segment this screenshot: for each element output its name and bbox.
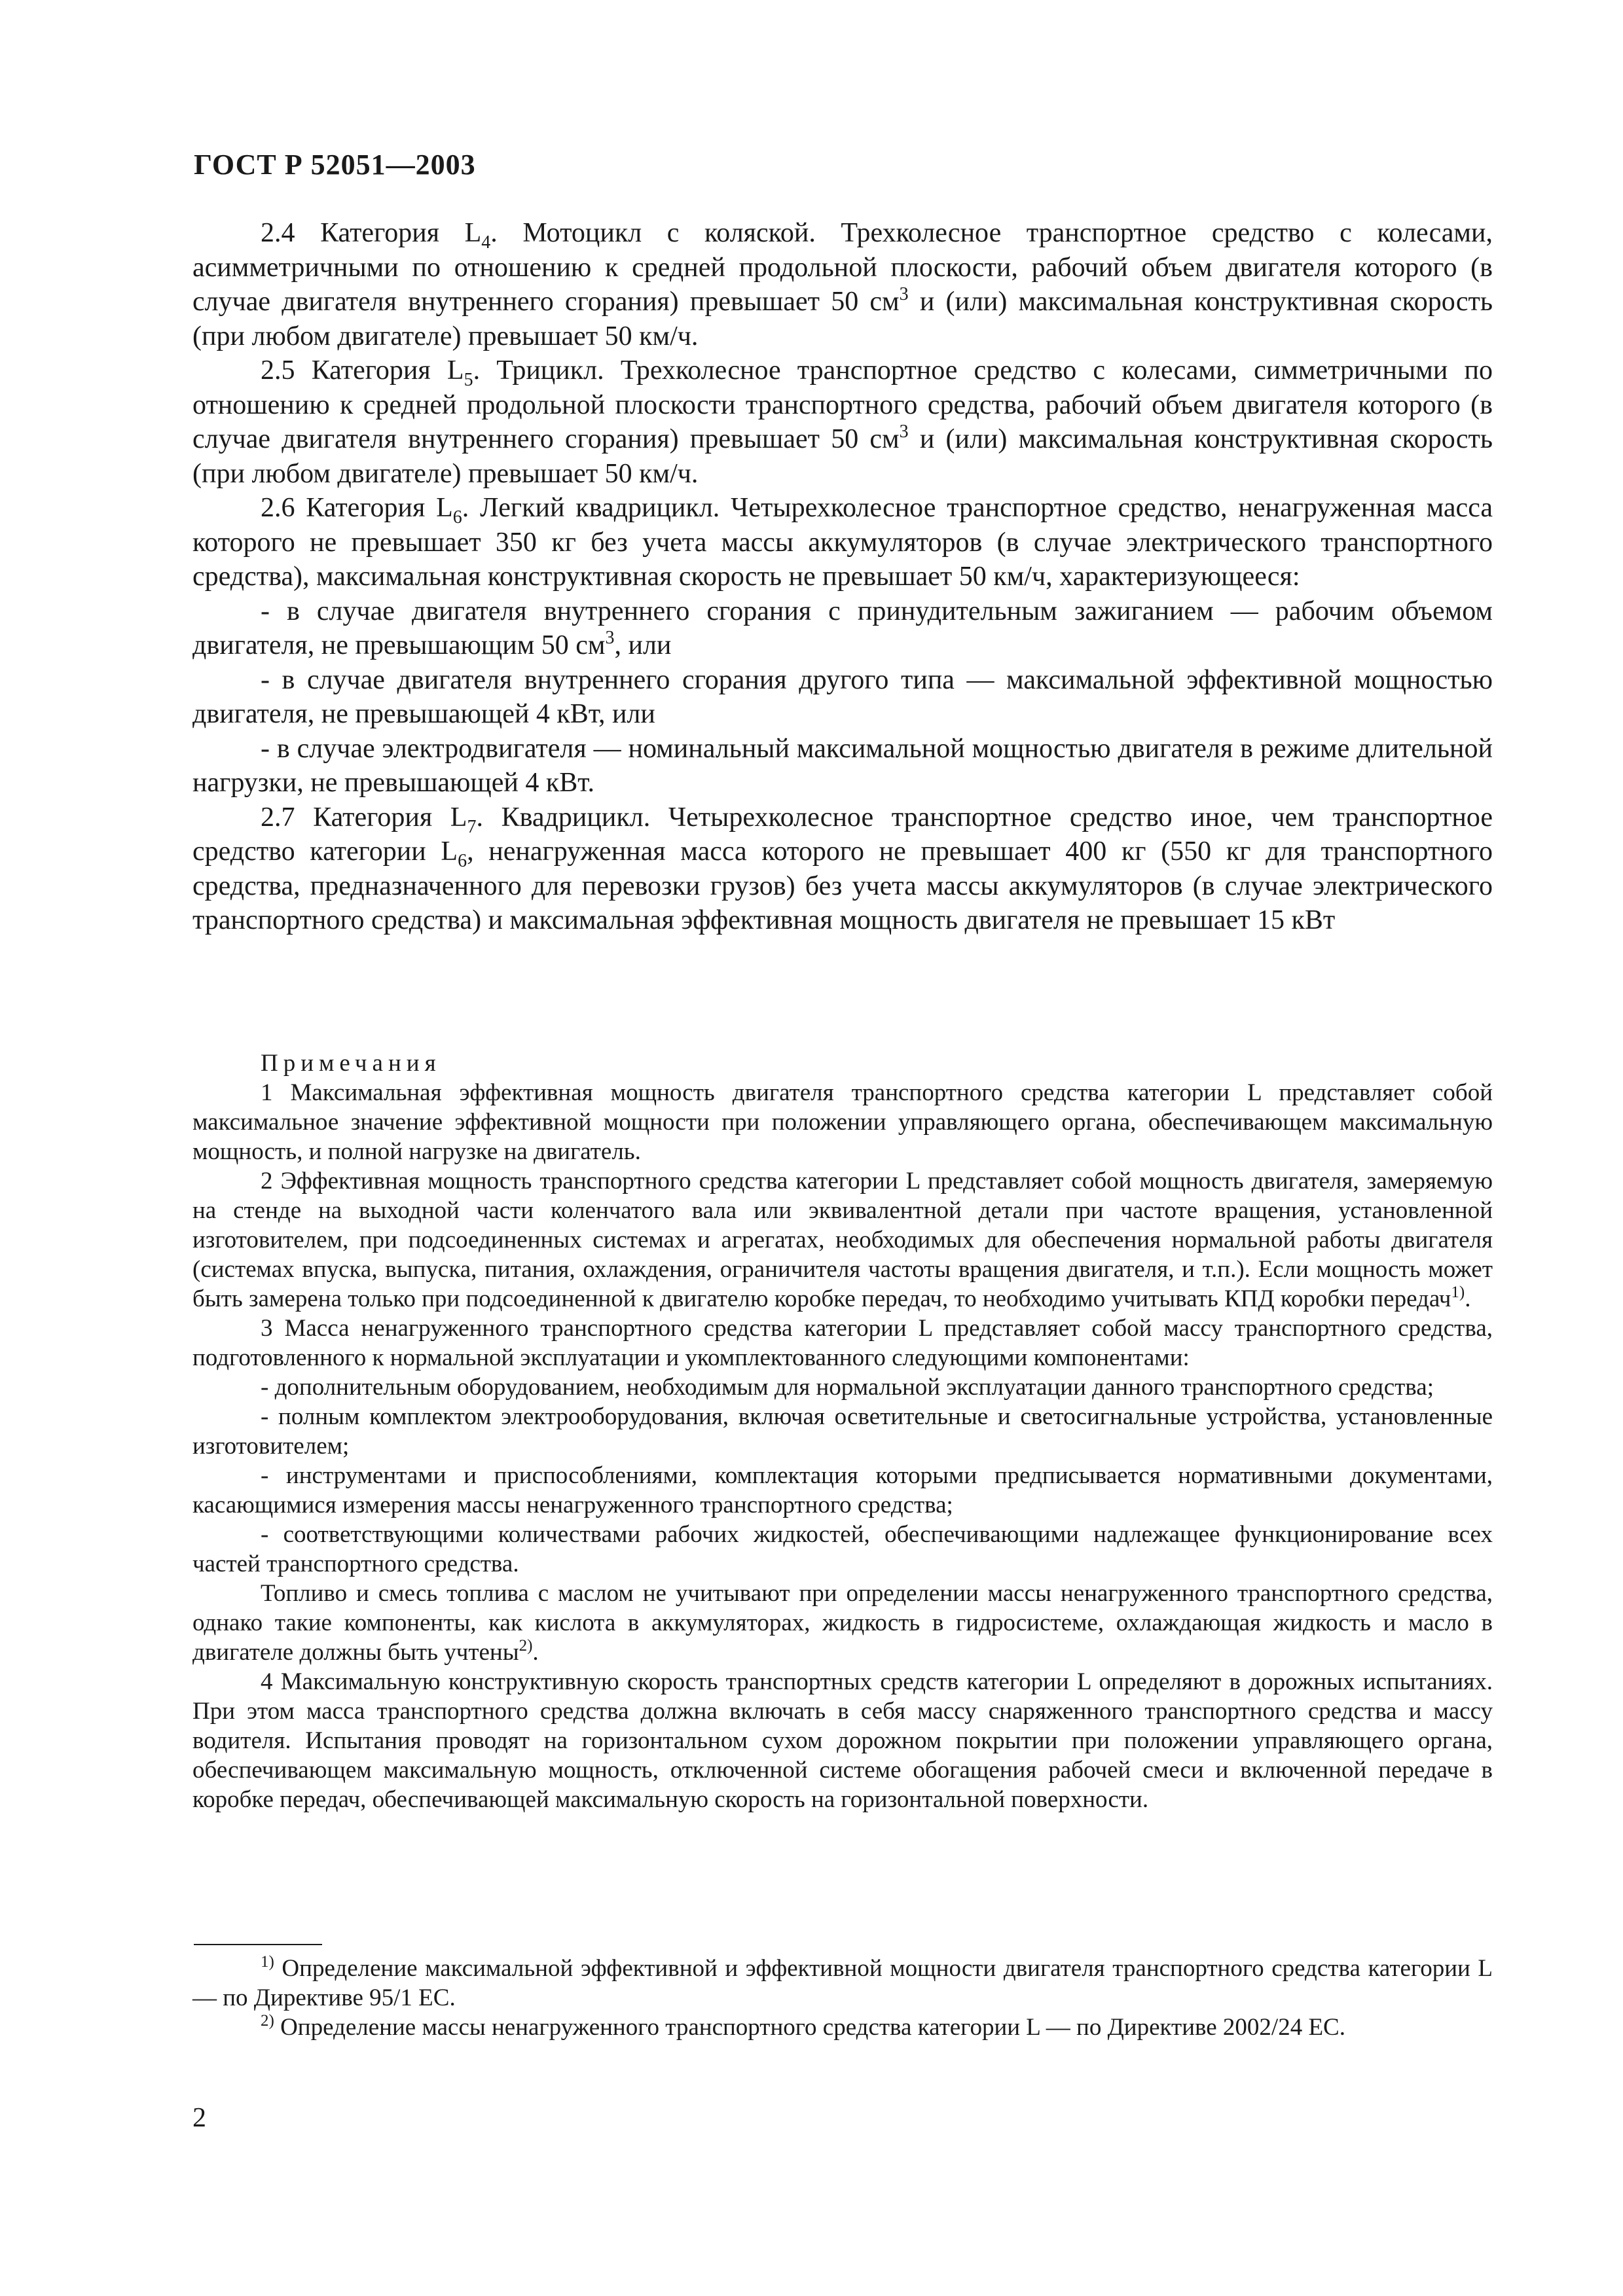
note-3-d [192, 1520, 1493, 1579]
text-run: 2 Эффективная мощность транспортного средства категории L представляет собой мощность двигателя, замеряемую на стенде на выходной части коленчатого вала или эквивалентной детали при частоте вращения, установленной изготовителем, при подсоединенных системах и агрегатах, необходимых для обеспечения нормальной работы двигателя (системах впуска, выпуска, питания, охлаждения, ограничителя частоты вращения двигателя, и т.п.). Если мощность может быть замерена только при подсоединенной к двигателю коробке передач, то необходимо учитывать КПД коробки передач [192, 1168, 1493, 1312]
text-run: - в случае электродвигателя — номинальный максимальной мощностью двигателя в режиме длительной нагрузки, не превышающей 4 кВт. [192, 733, 1493, 798]
text-run: . [532, 1639, 539, 1666]
notes-block [192, 1049, 1493, 1814]
paragraph-2.6-c [192, 732, 1493, 800]
text-run: 3 Масса ненагруженного транспортного средства категории L представляет собой массу транспортного средства, подготовленного к нормальной эксплуатации и укомплектованного следующими компонентами: [192, 1315, 1493, 1371]
text-run: Топливо и смесь топлива с маслом не учитывают при определении массы ненагруженного транспортного средства, однако такие компоненты, как кислота в аккумуляторах, жидкость в гидросистеме, охлаждающая жидкость и масло в двигателе должны быть учтены [192, 1580, 1493, 1666]
text-run: - дополнительным оборудованием, необходимым для нормальной эксплуатации данного транспортного средства; [261, 1374, 1434, 1401]
subscript: 6 [452, 507, 462, 528]
footnote-2 [192, 2013, 1493, 2042]
text-run: . Мотоцикл с коляской. Трехколесное транспортное средство с колесами, асимметричными по отношению к средней продольной плоскости, рабочий объем двигателя которого (в случае двигателя внутреннего сгорания) превышает 50 см [192, 218, 1493, 317]
text-run: 2.5 Категория L [261, 355, 464, 386]
text-run: 1 Максимальная эффективная мощность двигателя транспортного средства категории L представляет собой максимальное значение эффективной мощности при положении управляющего органа, обеспечивающем максимальную мощность, и полной нагрузке на двигатель. [192, 1079, 1493, 1165]
superscript: 3 [899, 422, 909, 442]
paragraph-2.4 [192, 216, 1493, 353]
text-run: - в случае двигателя внутреннего сгорания другого типа — максимальной эффективной мощностью двигателя, не превышающей 4 кВт, или [192, 664, 1493, 729]
text-run: . Легкий квадрицикл. Четырехколесное транспортное средство, ненагруженная масса которого не превышает 350 кг без учета массы аккумуляторов (в случае электрического транспортного средства), максимальная конструктивная скорость не превышает 50 км/ч, характеризующееся: [192, 493, 1493, 592]
note-2 [192, 1166, 1493, 1314]
footnote-separator [194, 1944, 322, 1945]
standard-title: ГОСТ Р 52051—2003 [194, 149, 476, 181]
text-run: и (или) максимальная конструктивная скорость (при любом двигателе) превышает 50 км/ч. [192, 424, 1493, 489]
paragraph-2.6-b [192, 663, 1493, 732]
notes-items [192, 1078, 1493, 1814]
page-number: 2 [192, 2103, 206, 2133]
superscript: 2) [519, 1637, 533, 1655]
text-run: . Трицикл. Трехколесное транспортное средство с колесами, симметричными по отношению к средней продольной плоскости транспортного средства, рабочий объем двигателя которого (в случае двигателя внутреннего сгорания) превышает 50 см [192, 355, 1493, 454]
superscript: 1) [1451, 1283, 1465, 1301]
text-run: , или [614, 630, 672, 660]
text-run: 2.6 Категория L [261, 493, 453, 523]
footnotes-block [192, 1954, 1493, 2042]
paragraph-2.7 [192, 800, 1493, 938]
paragraph-2.6 [192, 491, 1493, 594]
note-3-b [192, 1402, 1493, 1461]
text-run: Определение максимальной эффективной и эффективной мощности двигателя транспортного средства категории L — по Директиве 95/1 ЕС. [192, 1955, 1493, 2011]
superscript: 2) [261, 2012, 274, 2030]
superscript: 3 [605, 628, 615, 648]
note-1 [192, 1078, 1493, 1166]
text-run: . [1465, 1285, 1471, 1312]
note-3-c [192, 1461, 1493, 1520]
subscript: 7 [467, 816, 477, 837]
superscript: 3 [899, 284, 909, 304]
subscript: 5 [464, 370, 473, 390]
subscript: 6 [458, 851, 467, 871]
text-run: и (или) максимальная конструктивная скорость (при любом двигателе) превышает 50 км/ч. [192, 287, 1493, 351]
text-run: 2.4 Категория L [261, 218, 482, 248]
text-run: - полным комплектом электрооборудования, включая осветительные и светосигнальные устройства, установленные изготовителем; [192, 1403, 1493, 1460]
note-4 [192, 1667, 1493, 1814]
main-body [192, 216, 1493, 938]
text-run: 2.7 Категория L [261, 802, 467, 833]
note-3-a [192, 1372, 1493, 1402]
superscript: 1) [261, 1953, 274, 1971]
paragraph-2.5 [192, 353, 1493, 491]
note-3 [192, 1314, 1493, 1372]
paragraph-2.6-a [192, 594, 1493, 663]
text-run: 4 Максимальную конструктивную скорость транспортных средств категории L определяют в дорожных испытаниях. При этом масса транспортного средства должна включать в себя массу снаряженного транспортного средства и массу водителя. Испытания проводят на горизонтальном сухом дорожном покрытии при положении управляющего органа, обеспечивающем максимальную мощность, отключенной системе обогащения рабочей смеси и включенной передаче в коробке передач, обеспечивающей максимальную скорость на горизонтальной поверхности. [192, 1668, 1493, 1813]
text-run: - соответствующими количествами рабочих жидкостей, обеспечивающими надлежащее функционирование всех частей транспортного средства. [192, 1521, 1493, 1577]
text-run: . Квадрицикл. Четырехколесное транспортное средство иное, чем транспортное средство категории L [192, 802, 1493, 867]
subscript: 4 [481, 232, 491, 253]
text-run: , ненагруженная масса которого не превышает 400 кг (550 кг для транспортного средства, предназначенного для перевозки грузов) без учета массы аккумуляторов (в случае электрического транспортного средства) и максимальная эффективная мощность двигателя не превышает 15 кВт [192, 836, 1493, 935]
text-run: Определение массы ненагруженного транспортного средства категории L — по Директиве 2002/24 ЕС. [274, 2014, 1345, 2041]
note-3-e [192, 1579, 1493, 1667]
notes-heading: Примечания [261, 1050, 441, 1077]
text-run: - инструментами и приспособлениями, комплектация которыми предписывается нормативными документами, касающимися измерения массы ненагруженного транспортного средства; [192, 1462, 1493, 1518]
text-run: - в случае двигателя внутреннего сгорания с принудительным зажиганием — рабочим объемом двигателя, не превышающим 50 см [192, 596, 1493, 660]
footnote-1 [192, 1954, 1493, 2013]
